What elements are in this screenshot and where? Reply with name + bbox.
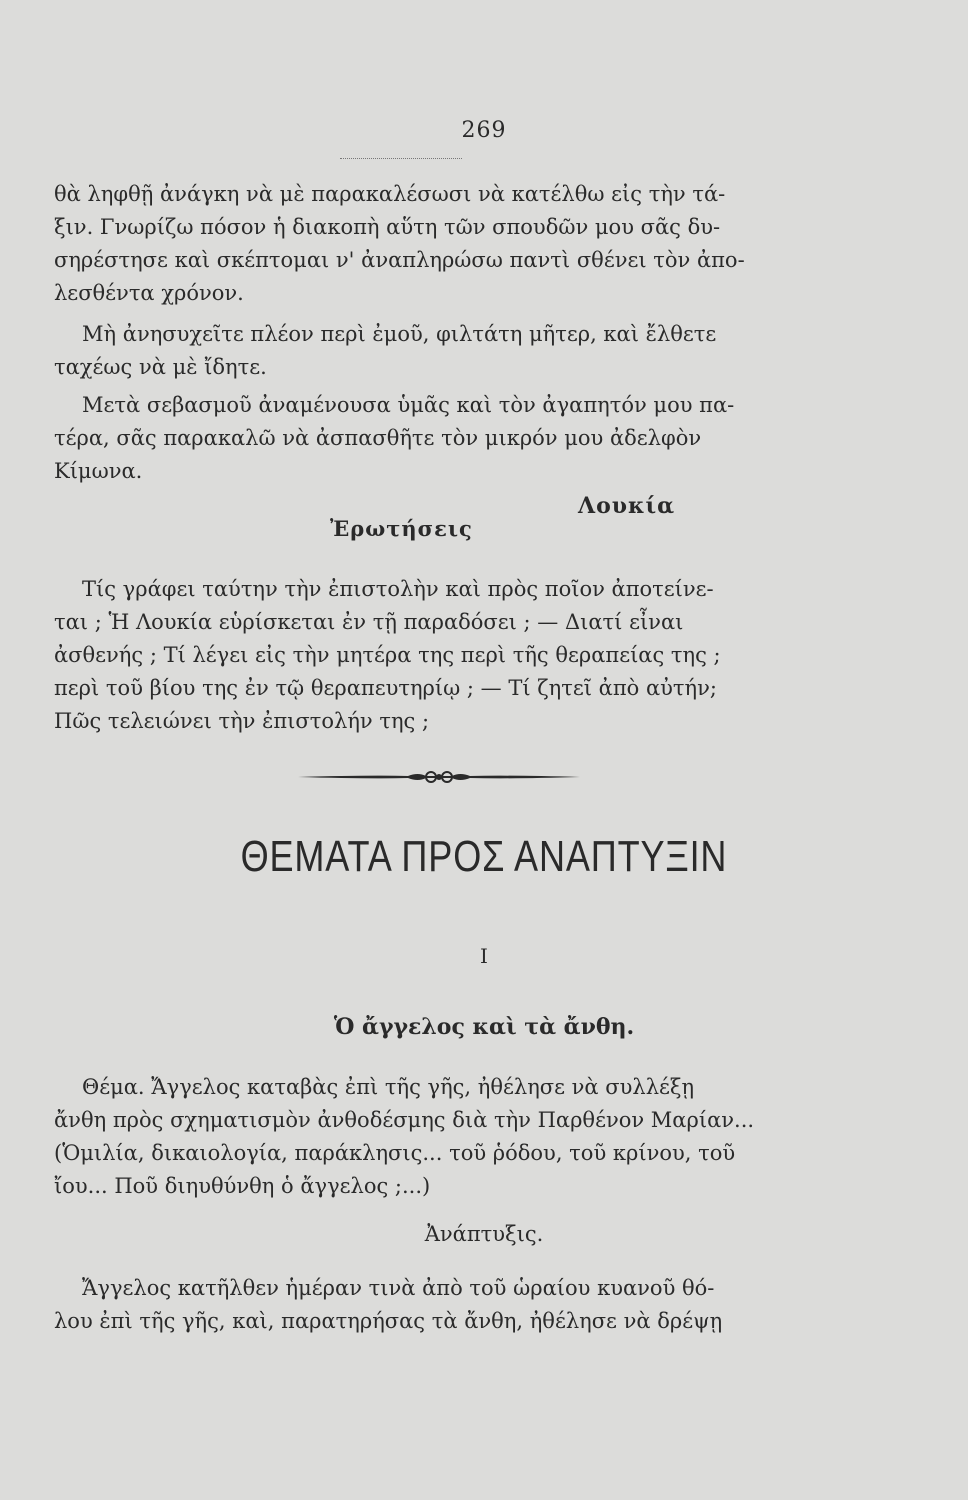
text-line: Πῶς τελειώνει τὴν ἐπιστολήν της ; (54, 709, 430, 733)
ornament-divider (298, 766, 580, 788)
text-line: ξιν. Γνωρίζω πόσον ἡ διακοπὴ αὕτη τῶν σπουδῶν μου σᾶς δυ- (54, 215, 721, 239)
text-line: ἴου... Ποῦ διηυθύνθη ὁ ἄγγελος ;...) (54, 1174, 431, 1198)
page-number-rule (340, 158, 462, 159)
questions-heading: Ἐρωτήσεις (330, 516, 473, 541)
text-line: ἀσθενής ; Τί λέγει εἰς τὴν μητέρα της περὶ τῆς θεραπείας της ; (54, 643, 721, 667)
text-line: λου ἐπὶ τῆς γῆς, καὶ, παρατηρήσας τὰ ἄνθη, ἠθέλησε νὰ δρέψῃ (54, 1309, 723, 1333)
section-title: ΘΕΜΑΤΑ ΠΡΟΣ ΑΝΑΠΤΥΞΙΝ (240, 832, 728, 881)
text-line: Τίς γράφει ταύτην τὴν ἐπιστολὴν καὶ πρὸς ποῖον ἀποτείνε- (82, 577, 714, 601)
theme-paragraph (54, 1071, 766, 1203)
development-heading: Ἀνάπτυξις. (424, 1222, 544, 1246)
text-line: Μὴ ἀνησυχεῖτε πλέον περὶ ἐμοῦ, φιλτάτη μῆτερ, καὶ ἔλθετε (82, 322, 717, 346)
questions-paragraph (54, 573, 766, 738)
text-line: Κίμωνα. (54, 459, 143, 483)
text-line: τέρα, σᾶς παρακαλῶ νὰ ἀσπασθῆτε τὸν μικρόν μου ἀδελφὸν (54, 426, 702, 450)
text-line: ἄνθη πρὸς σχηματισμὸν ἀνθοδέσμης διὰ τὴν Παρθένον Μαρίαν... (54, 1108, 755, 1132)
text-line: Μετὰ σεβασμοῦ ἀναμένουσα ὑμᾶς καὶ τὸν ἀγαπητόν μου πα- (82, 393, 735, 417)
text-line: ταχέως νὰ μὲ ἴδητε. (54, 355, 267, 379)
letter-paragraph-1 (54, 178, 766, 310)
letter-signature: Λουκία (578, 493, 676, 519)
letter-paragraph-3 (54, 389, 766, 488)
section-numeral: I (480, 944, 488, 968)
text-line: θὰ ληφθῇ ἀνάγκη νὰ μὲ παρακαλέσωσι νὰ κατέλθω εἰς τὴν τά- (54, 182, 726, 206)
development-paragraph (54, 1272, 766, 1338)
subsection-title: Ὁ ἄγγελος καὶ τὰ ἄνθη. (333, 1014, 635, 1040)
text-line: λεσθέντα χρόνον. (54, 281, 244, 305)
text-line: ται ; Ἡ Λουκία εὑρίσκεται ἐν τῇ παραδόσει ; — Διατί εἶναι (54, 610, 684, 634)
text-line: (Ὁμιλία, δικαιολογία, παράκλησις... τοῦ ῥόδου, τοῦ κρίνου, τοῦ (54, 1141, 736, 1165)
text-line: Ἄγγελος κατῆλθεν ἡμέραν τινὰ ἀπὸ τοῦ ὡραίου κυανοῦ θό- (82, 1276, 715, 1300)
page-number: 269 (461, 118, 507, 143)
text-line: περὶ τοῦ βίου της ἐν τῷ θεραπευτηρίῳ ; — Τί ζητεῖ ἀπὸ αὐτήν; (54, 676, 717, 700)
text-line: Θέμα. Ἄγγελος καταβὰς ἐπὶ τῆς γῆς, ἠθέλησε νὰ συλλέξῃ (82, 1075, 695, 1099)
letter-paragraph-2 (54, 318, 766, 384)
text-line: σηρέστησε καὶ σκέπτομαι ν' ἀναπληρώσω παντὶ σθένει τὸν ἀπο- (54, 248, 745, 272)
